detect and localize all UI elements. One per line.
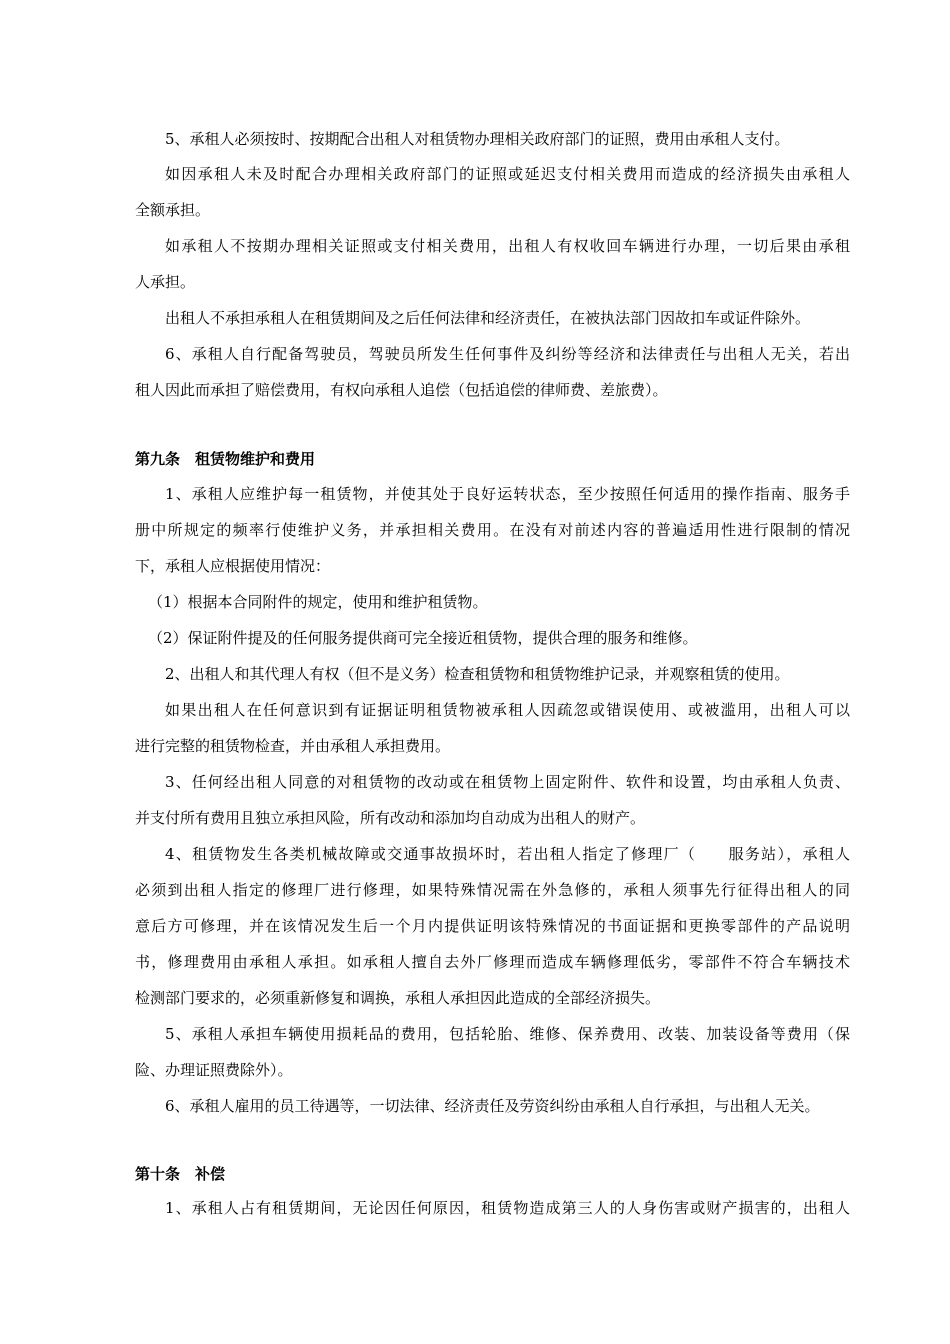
- paragraph-line: （2）保证附件提及的任何服务提供商可完全接近租赁物，提供合理的服务和维修。: [148, 629, 698, 647]
- paragraph-line: 险、办理证照费除外）。: [135, 1061, 293, 1079]
- paragraph-line: 1、承租人应维护每一租赁物，并使其处于良好运转状态，至少按照任何适用的操作指南、服务手: [165, 485, 850, 503]
- section-heading-article-9: 第九条 租赁物维护和费用: [135, 450, 316, 468]
- paragraph-line: 下，承租人应根据使用情况：: [135, 557, 331, 575]
- paragraph-line: 检测部门要求的，必须重新修复和调换，承租人承担因此造成的全部经济损失。: [135, 989, 661, 1007]
- paragraph-line: 4、租赁物发生各类机械故障或交通事故损坏时，若出租人指定了修理厂（ 服务站），承租人: [165, 845, 850, 863]
- paragraph-line: 租人因此而承担了赔偿费用，有权向承租人追偿（包括追偿的律师费、差旅费）。: [135, 381, 668, 399]
- paragraph-line: （1）根据本合同附件的规定，使用和维护租赁物。: [148, 593, 488, 611]
- paragraph-line: 如果出租人在任何意识到有证据证明租赁物被承租人因疏忽或错误使用、或被滥用，出租人可以: [165, 701, 850, 719]
- paragraph-line: 1、承租人占有租赁期间，无论因任何原因，租赁物造成第三人的人身伤害或财产损害的，出租人: [165, 1199, 850, 1217]
- paragraph-line: 全额承担。: [135, 201, 211, 219]
- paragraph-line: 进行完整的租赁物检查，并由承租人承担费用。: [135, 737, 451, 755]
- paragraph-line: 如因承租人未及时配合办理相关政府部门的证照或延迟支付相关费用而造成的经济损失由承租人: [165, 165, 850, 183]
- section-heading-article-10: 第十条 补偿: [135, 1165, 226, 1183]
- paragraph-line: 6、承租人雇用的员工待遇等，一切法律、经济责任及劳资纠纷由承租人自行承担，与出租人无关。: [165, 1097, 820, 1115]
- paragraph-line: 6、承租人自行配备驾驶员，驾驶员所发生任何事件及纠纷等经济和法律责任与出租人无关，若出: [165, 345, 850, 363]
- paragraph-line: 人承担。: [135, 273, 196, 291]
- paragraph-line: 如承租人不按期办理相关证照或支付相关费用，出租人有权收回车辆进行办理，一切后果由承租: [165, 237, 850, 255]
- paragraph-line: 意后方可修理，并在该情况发生后一个月内提供证明该特殊情况的书面证据和更换零部件的产品说明: [135, 917, 850, 935]
- paragraph-line: 5、承租人必须按时、按期配合出租人对租赁物办理相关政府部门的证照，费用由承租人支付。: [165, 130, 790, 148]
- paragraph-line: 必须到出租人指定的修理厂进行修理，如果特殊情况需在外急修的，承租人须事先行征得出租人的同: [135, 881, 850, 899]
- paragraph-line: 5、承租人承担车辆使用损耗品的费用，包括轮胎、维修、保养费用、改装、加装设备等费用（保: [165, 1025, 850, 1043]
- paragraph-line: 册中所规定的频率行使维护义务，并承担相关费用。在没有对前述内容的普遍适用性进行限制的情况: [135, 521, 850, 539]
- paragraph-line: 书，修理费用由承租人承担。如承租人擅自去外厂修理而造成车辆修理低劣，零部件不符合车辆技术: [135, 953, 850, 971]
- paragraph-line: 2、出租人和其代理人有权（但不是义务）检查租赁物和租赁物维护记录，并观察租赁的使用。: [165, 665, 790, 683]
- paragraph-line: 3、任何经出租人同意的对租赁物的改动或在租赁物上固定附件、软件和设置，均由承租人负责、: [165, 773, 850, 791]
- paragraph-line: 并支付所有费用且独立承担风险，所有改动和添加均自动成为出租人的财产。: [135, 809, 646, 827]
- paragraph-line: 出租人不承担承租人在租赁期间及之后任何法律和经济责任，在被执法部门因故扣车或证件除外。: [165, 309, 811, 327]
